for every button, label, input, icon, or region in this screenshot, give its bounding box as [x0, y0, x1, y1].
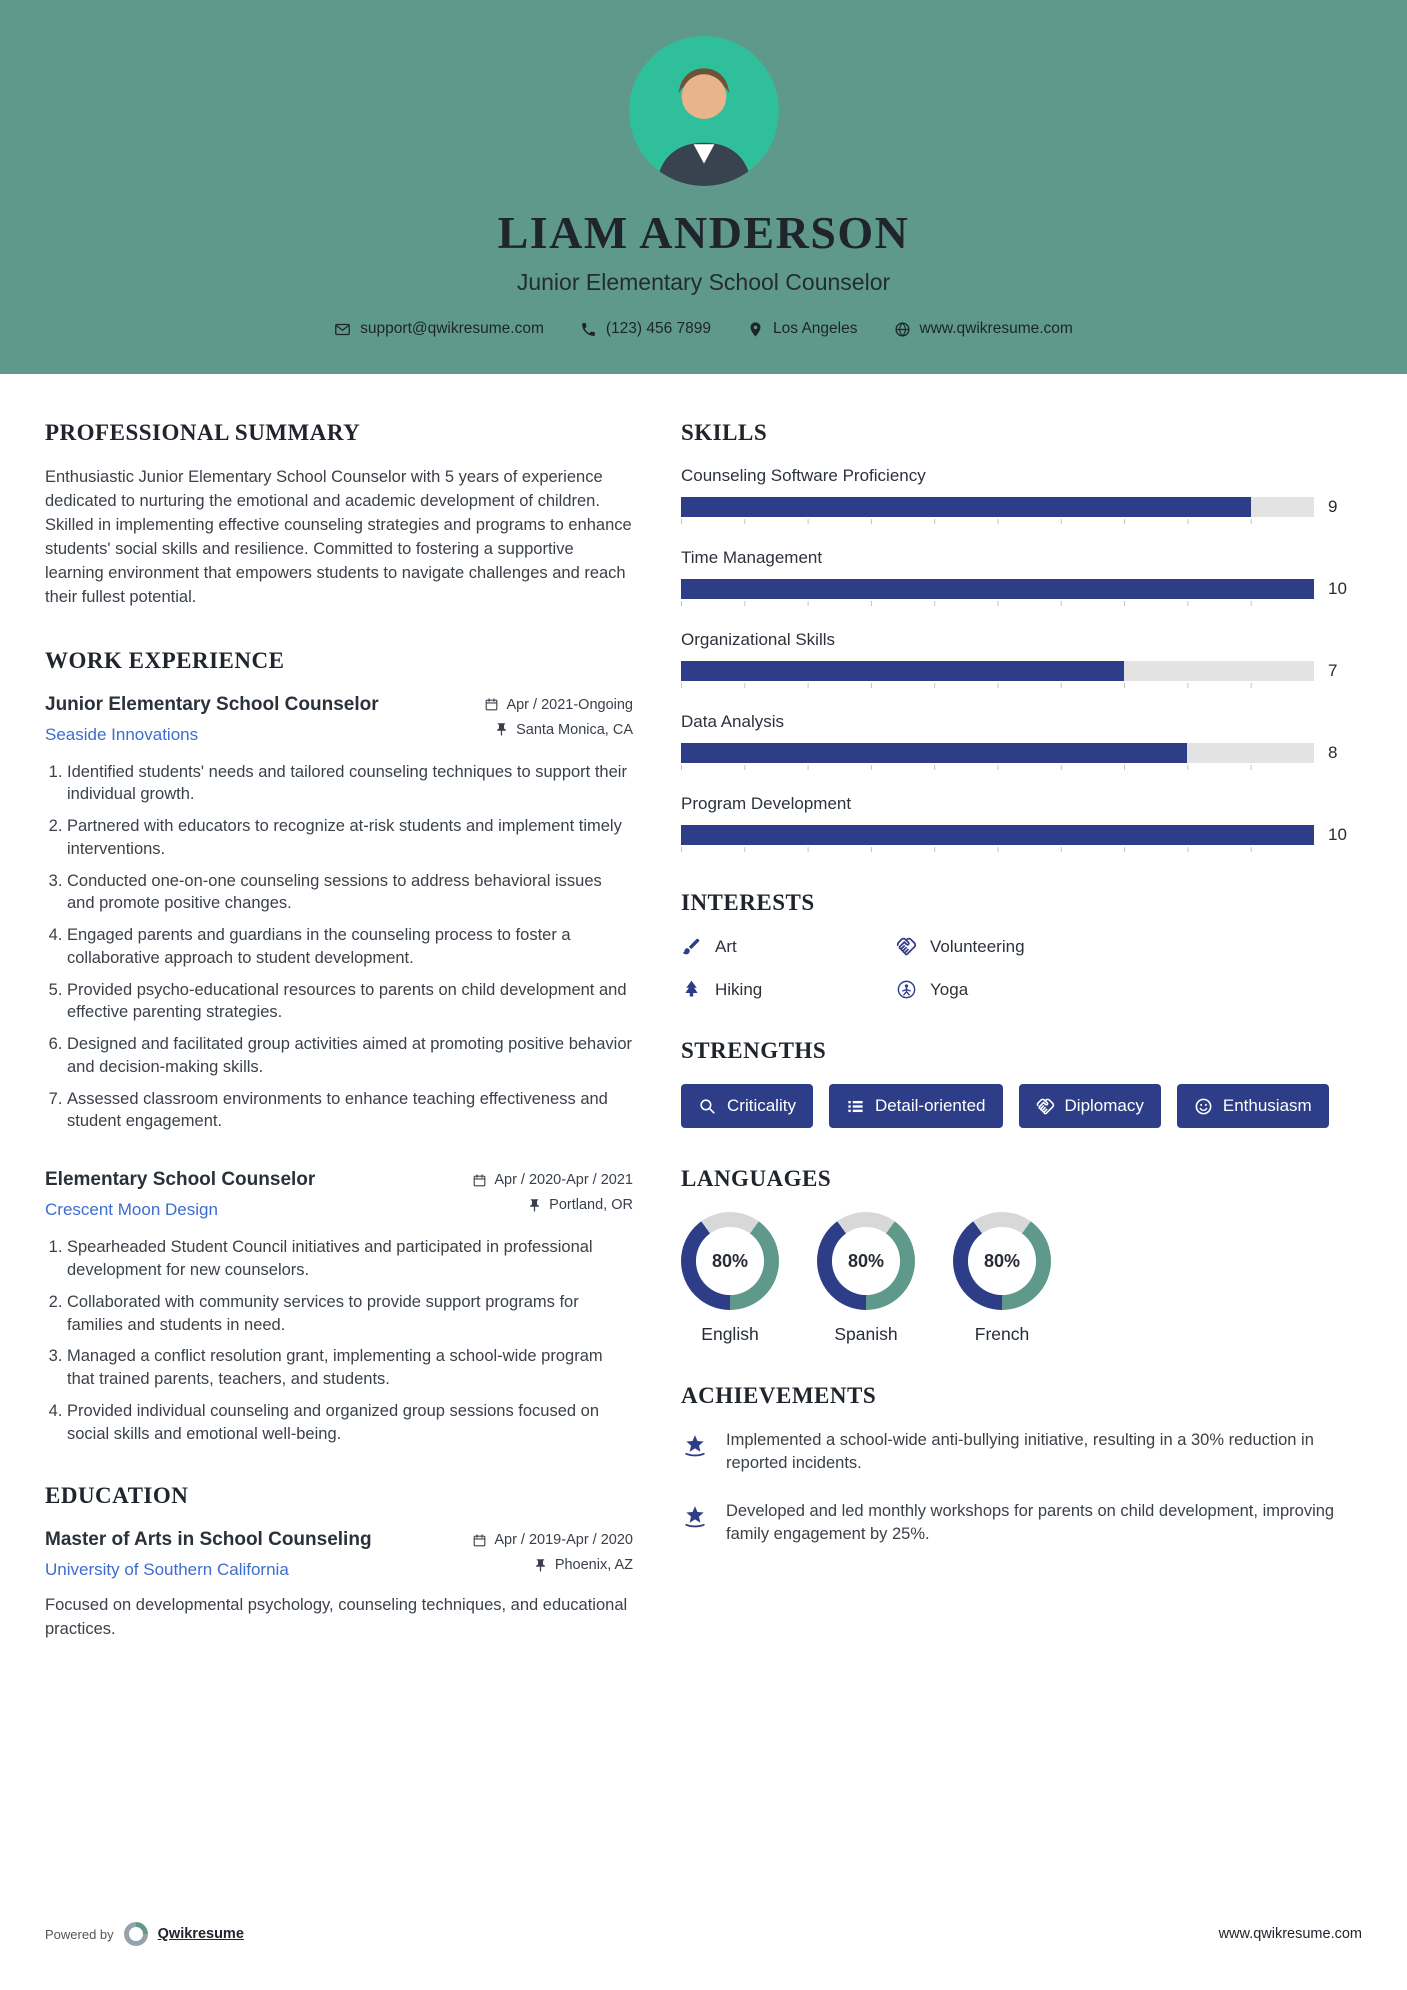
job-meta — [472, 1172, 633, 1213]
pushpin-icon — [527, 1198, 542, 1213]
education-title-block — [45, 1529, 372, 1580]
interest-label: Art — [715, 936, 737, 956]
main-content — [0, 374, 1407, 1669]
language-percent: 80% — [696, 1227, 764, 1295]
job-title: Elementary School Counselor — [45, 1169, 316, 1191]
education-header — [45, 1529, 633, 1580]
contact-row — [0, 320, 1407, 338]
job-dates — [484, 697, 633, 713]
strength-badge — [829, 1084, 1003, 1128]
education-school-link[interactable]: University of Southern California — [45, 1560, 289, 1580]
skill-item — [681, 630, 1362, 688]
language-donut — [817, 1212, 915, 1310]
skill-bar — [681, 497, 1314, 524]
interest-item — [896, 936, 1362, 957]
experience-bullet: 5. Provided psycho-educational resources to parents on child development and effective parenting strategies. — [67, 979, 633, 1025]
contact-location — [747, 320, 857, 338]
experience-bullet-list — [45, 761, 633, 1134]
skill-value: 10 — [1328, 825, 1347, 844]
job-header — [45, 694, 633, 745]
achievements-heading: ACHIEVEMENTS — [681, 1383, 877, 1408]
strength-badge — [1019, 1084, 1161, 1128]
education-text: Focused on developmental psychology, counseling techniques, and educational practices. — [45, 1596, 628, 1639]
job-meta — [484, 697, 633, 738]
pushpin-icon — [533, 1558, 548, 1573]
calendar-icon — [484, 697, 499, 712]
right-column — [681, 420, 1362, 1659]
candidate-title: Junior Elementary School Counselor — [516, 269, 891, 295]
tree-icon — [681, 979, 702, 1000]
skill-value: 10 — [1328, 579, 1347, 598]
strength-badge — [681, 1084, 813, 1128]
education-location — [533, 1557, 633, 1573]
paintbrush-icon — [681, 936, 702, 957]
qwikresume-brand-link[interactable]: Qwikresume — [157, 1926, 244, 1942]
summary-heading: PROFESSIONAL SUMMARY — [45, 420, 361, 445]
calendar-icon — [472, 1533, 487, 1548]
job-dates-text: Apr / 2020-Apr / 2021 — [494, 1172, 633, 1189]
experience-bullet: 4. Engaged parents and guardians in the counseling process to foster a collaborative approach to student development. — [67, 924, 633, 970]
interest-item — [681, 979, 896, 1000]
globe-icon — [894, 321, 911, 338]
skill-bar-ticks — [681, 683, 1314, 688]
interest-label: Hiking — [715, 979, 763, 999]
language-donut — [681, 1212, 779, 1310]
job-location — [494, 722, 633, 738]
avatar-illustration — [629, 46, 779, 186]
language-label: French — [974, 1324, 1030, 1344]
skill-name: Time Management — [681, 548, 823, 567]
skill-bar-ticks — [681, 519, 1314, 524]
contact-website[interactable] — [894, 320, 1073, 338]
skill-bar — [681, 743, 1314, 770]
achievement-item — [681, 1500, 1362, 1547]
contact-phone[interactable] — [580, 320, 711, 338]
section-strengths — [681, 1038, 1362, 1128]
experience-bullet: 1. Identified students' needs and tailored counseling techniques to support their individual growth. — [67, 761, 633, 807]
experience-bullet: 2. Collaborated with community services to provide support programs for families and students in need. — [67, 1291, 633, 1337]
interest-item — [896, 979, 1362, 1000]
skill-value: 8 — [1328, 743, 1338, 762]
skill-name: Program Development — [681, 794, 852, 813]
handshake-icon — [896, 936, 917, 957]
skill-item — [681, 794, 1362, 852]
language-percent: 80% — [968, 1227, 1036, 1295]
languages-heading: LANGUAGES — [681, 1166, 832, 1191]
education-degree: Master of Arts in School Counseling — [45, 1529, 372, 1551]
interests-heading: INTERESTS — [681, 890, 815, 915]
left-column — [45, 420, 633, 1659]
job-dates-text: Apr / 2021-Ongoing — [506, 696, 633, 713]
contact-phone-text: (123) 456 7899 — [605, 320, 712, 337]
experience-bullet: 7. Assessed classroom environments to enhance teaching effectiveness and student engagement. — [67, 1088, 633, 1134]
section-interests — [681, 890, 1362, 1000]
job-dates — [472, 1172, 633, 1188]
experience-bullet-list — [45, 1236, 633, 1445]
skill-name: Counseling Software Proficiency — [681, 466, 926, 485]
skill-item — [681, 548, 1362, 606]
interest-label: Volunteering — [930, 936, 1025, 956]
experience-bullet: 3. Managed a conflict resolution grant, implementing a school-wide program that trained parents, teachers, and students. — [67, 1345, 633, 1391]
avatar — [629, 36, 779, 186]
header — [0, 0, 1407, 374]
interest-item — [681, 936, 896, 957]
powered-by-text: Powered by — [45, 1926, 114, 1942]
location-icon — [747, 321, 764, 338]
job-location-text: Portland, OR — [549, 1197, 633, 1214]
skill-bar — [681, 661, 1314, 688]
section-languages — [681, 1166, 1362, 1345]
job-location — [527, 1197, 633, 1213]
experience-bullet: 2. Partnered with educators to recognize at-risk students and implement timely interventions. — [67, 815, 633, 861]
job-location-text: Santa Monica, CA — [516, 721, 633, 738]
job-title: Junior Elementary School Counselor — [45, 693, 379, 715]
education-meta — [472, 1532, 633, 1573]
yoga-icon — [896, 979, 917, 1000]
achievement-item — [681, 1429, 1362, 1476]
strengths-heading: STRENGTHS — [681, 1038, 827, 1063]
handshake-icon — [1036, 1097, 1055, 1116]
skill-name: Organizational Skills — [681, 630, 836, 649]
magnifier-icon — [698, 1097, 717, 1116]
skill-name: Data Analysis — [681, 712, 784, 731]
education-location-text: Phoenix, AZ — [554, 1557, 633, 1574]
email-icon — [334, 321, 351, 338]
strength-label: Diplomacy — [1064, 1096, 1144, 1115]
qwikresume-logo-icon — [124, 1922, 148, 1946]
experience-heading: WORK EXPERIENCE — [45, 647, 285, 673]
experience-bullet: 1. Spearheaded Student Council initiatives and participated in professional development for new counselors. — [67, 1236, 633, 1282]
footer-website-link[interactable]: www.qwikresume.com — [1218, 1926, 1362, 1942]
contact-email-text: support@qwikresume.com — [360, 320, 544, 337]
job-title-block — [45, 694, 379, 745]
skill-value: 9 — [1328, 497, 1338, 516]
skill-bar-ticks — [681, 601, 1314, 606]
skill-item — [681, 466, 1362, 524]
section-professional-summary — [45, 420, 633, 610]
education-heading: EDUCATION — [45, 1483, 189, 1509]
powered-by — [45, 1922, 244, 1946]
experience-bullet: 3. Conducted one-on-one counseling sessions to address behavioral issues and promote positive changes. — [67, 870, 633, 916]
education-dates — [472, 1532, 633, 1548]
job-title-block — [45, 1169, 315, 1220]
education-dates-text: Apr / 2019-Apr / 2020 — [494, 1532, 633, 1549]
skill-bar-ticks — [681, 847, 1314, 852]
language-item — [953, 1212, 1051, 1345]
contact-location-text: Los Angeles — [773, 320, 858, 337]
strength-label: Detail-oriented — [874, 1096, 986, 1115]
section-achievements — [681, 1383, 1362, 1547]
language-label: Spanish — [834, 1324, 898, 1344]
achievement-icon — [681, 1430, 711, 1476]
contact-website-text: www.qwikresume.com — [919, 320, 1073, 337]
skills-heading: SKILLS — [681, 420, 768, 445]
job-company-link[interactable]: Seaside Innovations — [45, 724, 199, 744]
language-donut — [953, 1212, 1051, 1310]
phone-icon — [580, 321, 597, 338]
experience-bullet: 4. Provided individual counseling and organized group sessions focused on social skills and emotional well-being. — [67, 1400, 633, 1446]
strength-label: Criticality — [727, 1096, 796, 1115]
section-work-experience — [45, 648, 633, 1446]
summary-text: Enthusiastic Junior Elementary School Counselor with 5 years of experience dedicated to nurturing the emotional and academic development of children. Skilled in implementing effective counseling strategies and programs to enhance students' social skills and resilience. Committed to fostering a supportive learning environment that empowers students to navigate challenges and reach their fullest potential. — [45, 468, 632, 606]
job-header — [45, 1169, 633, 1220]
contact-email[interactable] — [334, 320, 544, 338]
achievement-text: Implemented a school-wide anti-bullying initiative, resulting in a 30% reduction in reported incidents. — [726, 1431, 1314, 1473]
list-icon — [846, 1097, 865, 1116]
calendar-icon — [472, 1173, 487, 1188]
pushpin-icon — [494, 722, 509, 737]
job-entry — [45, 694, 633, 1134]
language-label: English — [701, 1324, 759, 1344]
skill-bar-ticks — [681, 765, 1314, 770]
skill-bar — [681, 579, 1314, 606]
job-company-link[interactable]: Crescent Moon Design — [45, 1200, 218, 1220]
achievement-icon — [681, 1501, 711, 1547]
job-entry — [45, 1169, 633, 1445]
experience-bullet: 6. Designed and facilitated group activities aimed at promoting positive behavior and decision-making skills. — [67, 1033, 633, 1079]
strength-label: Enthusiasm — [1222, 1096, 1312, 1115]
achievement-text: Developed and led monthly workshops for parents on child development, improving family engagement by 25%. — [726, 1501, 1335, 1544]
interest-label: Yoga — [930, 979, 969, 999]
education-entry — [45, 1529, 633, 1642]
strength-badge — [1177, 1084, 1329, 1128]
skill-value: 7 — [1328, 661, 1338, 680]
language-item — [681, 1212, 779, 1345]
language-percent: 80% — [832, 1227, 900, 1295]
smiley-icon — [1194, 1097, 1213, 1116]
language-item — [817, 1212, 915, 1345]
skill-bar — [681, 825, 1314, 852]
skill-item — [681, 712, 1362, 770]
footer — [0, 1886, 1407, 1990]
section-skills — [681, 420, 1362, 852]
section-education — [45, 1483, 633, 1642]
candidate-name: LIAM ANDERSON — [497, 207, 910, 258]
